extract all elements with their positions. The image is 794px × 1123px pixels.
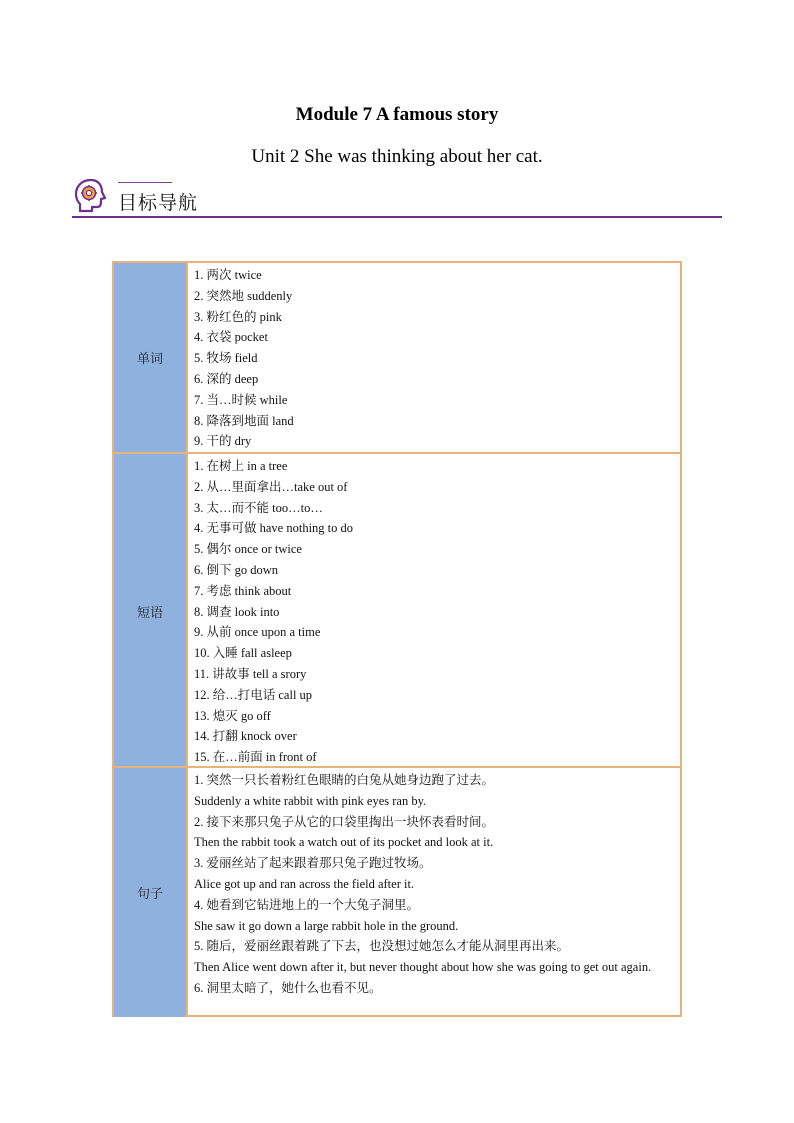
page-title: Module 7 A famous story <box>295 104 499 125</box>
list-item: 5. 随后，爱丽丝跟着跳了下去，也没想过她怎么才能从洞里再出来。 <box>194 939 570 954</box>
list-item: 7. 当…时候 while <box>194 392 288 407</box>
section-title: 目标导航 <box>118 192 199 214</box>
list-item: Alice got up and ran across the field after it. <box>194 876 415 891</box>
list-item: 5. 牧场 field <box>194 351 258 366</box>
list-item: 6. 深的 deep <box>194 371 259 386</box>
list-item: 11. 讲故事 tell a srory <box>194 666 307 681</box>
list-item: 1. 突然一只长着粉红色眼睛的白兔从她身边跑了过去。 <box>194 773 495 787</box>
row-content <box>188 454 680 768</box>
list-item: 4. 衣袋 pocket <box>194 330 268 345</box>
list-item: 2. 突然地 suddenly <box>194 288 293 303</box>
list-item: 2. 接下来那只兔子从它的口袋里掏出一块怀表看时间。 <box>194 814 495 829</box>
list-item: 3. 爱丽丝站了起来跟着那只兔子跑过牧场。 <box>194 856 432 871</box>
section-divider <box>72 216 722 218</box>
list-item: 12. 给…打电话 call up <box>194 687 313 702</box>
row-content <box>188 263 680 452</box>
list-item: 9. 从前 once upon a time <box>194 625 321 640</box>
list-item: 3. 太…而不能 too…to… <box>194 500 323 515</box>
list-item: 10. 入睡 fall asleep <box>194 646 292 661</box>
list-item: 1. 在树上 in a tree <box>194 459 288 473</box>
table-row-words <box>114 263 680 452</box>
vocabulary-table <box>112 261 682 1017</box>
row-content <box>188 768 680 1017</box>
section-header <box>72 178 722 218</box>
list-item: 6. 洞里太暗了，她什么也看不见。 <box>194 980 382 995</box>
list-item: 2. 从…里面拿出…take out of <box>194 479 348 494</box>
list-item: Suddenly a white rabbit with pink eyes ran by. <box>194 793 427 808</box>
list-item: 9. 干的 dry <box>194 434 252 449</box>
list-item: 14. 打翻 knock over <box>194 729 297 744</box>
list-item: 7. 考虑 think about <box>194 583 292 598</box>
list-item: 1. 两次 twice <box>194 268 262 282</box>
list-item: 15. 在…前面 in front of <box>194 750 317 765</box>
row-label: 句子 <box>114 768 188 1017</box>
table-row-phrases <box>114 452 680 768</box>
list-item: 3. 粉红色的 pink <box>194 309 282 324</box>
list-item: 8. 调查 look into <box>194 604 280 619</box>
table-row-sentences <box>114 766 680 1017</box>
row-label: 单词 <box>114 263 188 452</box>
list-item: She saw it go down a large rabbit hole in the ground. <box>194 918 459 933</box>
list-item: 13. 熄灭 go off <box>194 708 271 723</box>
row-label: 短语 <box>114 454 188 768</box>
list-item: 4. 她看到它钻进地上的一个大兔子洞里。 <box>194 897 420 912</box>
list-item: 5. 偶尔 once or twice <box>194 542 302 557</box>
list-item: Then Alice went down after it, but never thought about how she was going to get out again. <box>194 960 652 975</box>
list-item: 6. 倒下 go down <box>194 562 279 577</box>
page-subtitle: Unit 2 She was thinking about her cat. <box>251 146 543 167</box>
header-accent-line <box>118 182 172 183</box>
head-gear-icon <box>74 178 108 214</box>
list-item: Then the rabbit took a watch out of its pocket and look at it. <box>194 835 494 850</box>
list-item: 8. 降落到地面 land <box>194 413 294 428</box>
list-item: 4. 无事可做 have nothing to do <box>194 521 354 536</box>
